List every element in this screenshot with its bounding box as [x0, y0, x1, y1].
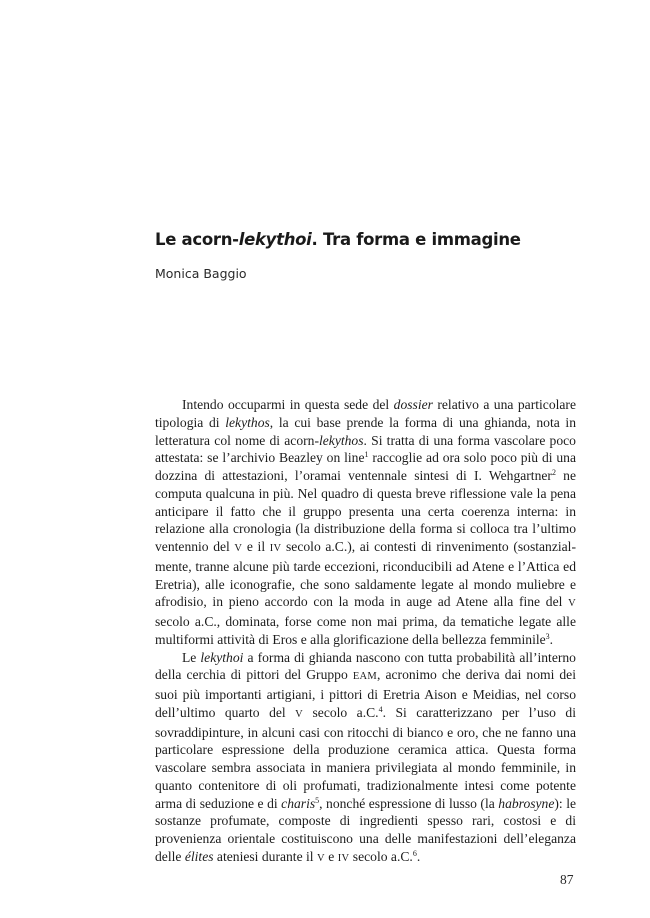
text-run: ): le sostanze profumate, composte di ingredienti spesso rari, costosi e di provenienza orientale costituiscono una delle manifestazioni dell’eleganza delle [155, 795, 577, 864]
text-run: secolo a.C. [303, 704, 379, 720]
article-title [155, 230, 595, 249]
author-name: Monica Baggio [155, 266, 247, 281]
italic-term: habrosyne [498, 795, 555, 811]
text-run: ateniesi durante il [213, 848, 317, 864]
text-run: relativo a una particolare tipologia di [155, 397, 576, 430]
italic-term: charis [281, 795, 316, 811]
title-text-end: . Tra forma e immagine [311, 230, 521, 249]
roman-numeral: V [568, 598, 576, 610]
roman-numeral: V [234, 543, 243, 554]
roman-numeral: V [316, 852, 325, 864]
text-run: . Si tratta di una forma vascolare poco attestata: se l’archivio Beazley on line [155, 432, 576, 466]
text-run: secolo a.C. [349, 848, 413, 864]
footnote-ref: 4 [378, 704, 383, 714]
italic-term: élites [184, 848, 214, 864]
title-text: Le acorn- [155, 230, 239, 249]
roman-numeral: EAM [352, 671, 378, 683]
footnote-ref: 3 [545, 631, 550, 641]
paragraph-2 [155, 649, 576, 868]
italic-term: dossier [393, 397, 433, 412]
footnote-ref: 2 [551, 468, 556, 477]
text-run: Intendo occuparmi in questa sede del [182, 397, 394, 412]
italic-term: lekythos [225, 414, 270, 430]
text-run: e il [242, 539, 270, 554]
text-run: , nonché espressione di lusso (la [319, 795, 499, 811]
footnote-ref: 1 [364, 450, 369, 460]
text-run: , acronimo che deriva dai nomi dei suoi più importanti artigiani, i pittori di Eretria Aison e Meidias, nel corso dell’ultimo quarto del [155, 667, 576, 720]
italic-term: lekythos [318, 432, 364, 448]
paragraph-1 [155, 396, 576, 649]
text-run: ne computa qualcuna in più. Nel quadro di questa breve riflessione vale la pena anticipare il fatto che il gruppo presenta una certa coerenza interna: in relazione alla cronologia (la distribuzione della forma si colloca tra l’ultimo ventennio del [155, 468, 576, 554]
italic-term: lekythoi [200, 649, 244, 665]
text-run: Le [182, 649, 201, 665]
text-run: e [324, 848, 338, 864]
title-italic-word: lekythoi [238, 230, 312, 249]
roman-numeral: IV [269, 543, 282, 554]
text-run: secolo a.C.), ai contesti di rinvenimento (sostanzialmente, tranne alcune più tarde eccezioni, riconducibili ad Atene e l’Attica ed Eretria), alle iconografie, che sono saldamente legate al mondo muliebre e afrodisio, in pieno accordo con la moda in auge ad Atene alla fine del [155, 539, 576, 610]
text-run: secolo a.C., dominata, forse come non mai prima, da tematiche legate alle multiformi attività di Eros e alla glorificazione della bellezza femminile [155, 614, 576, 647]
footnote-ref: 5 [315, 795, 320, 805]
footnote-ref: 6 [412, 848, 417, 858]
text-run: . Si caratterizzano per l’uso di sovraddipinture, in alcuni casi con ritocchi di bianco e oro, che ne fanno una particolare espressione della produzione ceramica attica. Questa forma vascolare sembra associata in maniera privilegiata al mondo femminile, in quanto contenitore di oli profumati, tradizionalmente intesi come potente arma di seduzione e di [155, 704, 576, 811]
text-run: a forma di ghianda nascono con tutta probabilità all’interno della cerchia di pittori del Gruppo [155, 649, 576, 683]
text-run: raccoglie ad ora solo poco più di una dozzina di attestazioni, l’oramai ventennale sintesi di I. Wehgartner [155, 450, 577, 483]
text-run: . [416, 848, 421, 864]
text-run: , la cui base prende la forma di una ghianda, nota in letteratura col nome di acorn- [155, 414, 576, 448]
text-run: . [549, 631, 554, 647]
roman-numeral: V [295, 708, 304, 720]
body-text [155, 396, 576, 868]
roman-numeral: IV [337, 852, 350, 864]
page-number: 87 [560, 872, 574, 887]
